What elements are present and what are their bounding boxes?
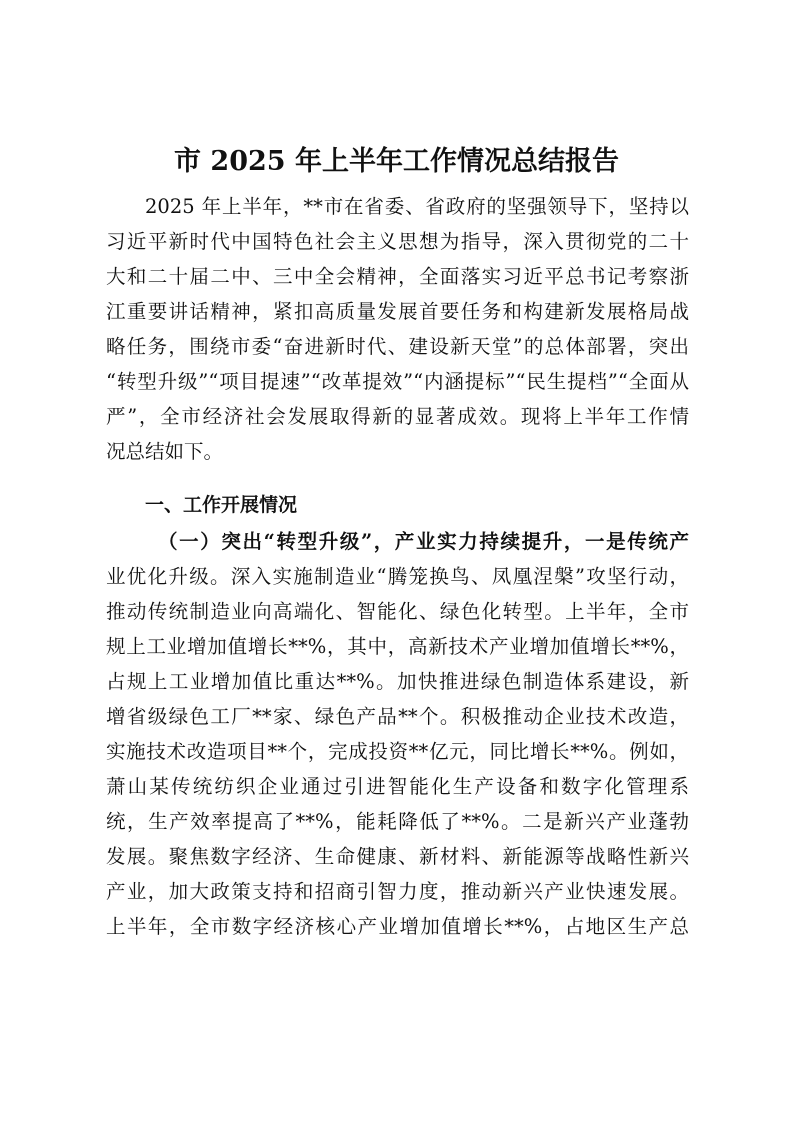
- body-line: 发展。聚焦数字经济、生命健康、新材料、新能源等战略性新兴: [106, 845, 689, 868]
- body-line: 产业，加大政策支持和招商引智力度，推动新兴产业快速发展。: [106, 880, 689, 903]
- subsection-lead: （一）突出“转型升级”，产业实力持续提升，一是传统产: [158, 530, 689, 553]
- intro-line: “转型升级”“项目提速”“改革提效”“内涵提标”“民生提档”“全面从: [106, 370, 689, 393]
- body-line: 业优化升级。深入实施制造业“腾笼换鸟、凤凰涅槃”攻坚行动，: [106, 565, 689, 588]
- body-line: 萧山某传统纺织企业通过引进智能化生产设备和数字化管理系: [106, 775, 689, 798]
- body-line: 实施技术改造项目**个，完成投资**亿元，同比增长**%。例如，: [106, 740, 689, 763]
- section-heading: 一、工作开展情况: [145, 494, 298, 516]
- intro-line: 略任务，围绕市委“奋进新时代、建设新天堂”的总体部署，突出: [106, 335, 689, 358]
- intro-line: 大和二十届二中、三中全会精神，全面落实习近平总书记考察浙: [106, 265, 689, 288]
- intro-line: 严”，全市经济社会发展取得新的显著成效。现将上半年工作情: [106, 405, 689, 428]
- intro-line: 习近平新时代中国特色社会主义思想为指导，深入贯彻党的二十: [106, 230, 689, 253]
- body-line: 规上工业增加值增长**%，其中，高新技术产业增加值增长**%，: [106, 635, 689, 658]
- intro-line: 江重要讲话精神，紧扣高质量发展首要任务和构建新发展格局战: [106, 300, 689, 323]
- body-line: 统，生产效率提高了**%，能耗降低了**%。二是新兴产业蓬勃: [106, 810, 689, 833]
- document-title: 市 2025 年上半年工作情况总结报告: [174, 146, 619, 177]
- body-line: 占规上工业增加值比重达**%。加快推进绿色制造体系建设，新: [106, 670, 689, 693]
- body-line: 上半年，全市数字经济核心产业增加值增长**%，占地区生产总: [106, 915, 689, 938]
- intro-line: 况总结如下。: [106, 440, 224, 463]
- body-line: 增省级绿色工厂**家、绿色产品**个。积极推动企业技术改造，: [106, 705, 689, 728]
- intro-line: 2025 年上半年，**市在省委、省政府的坚强领导下，坚持以: [145, 195, 689, 218]
- body-line: 推动传统制造业向高端化、智能化、绿色化转型。上半年，全市: [106, 600, 689, 623]
